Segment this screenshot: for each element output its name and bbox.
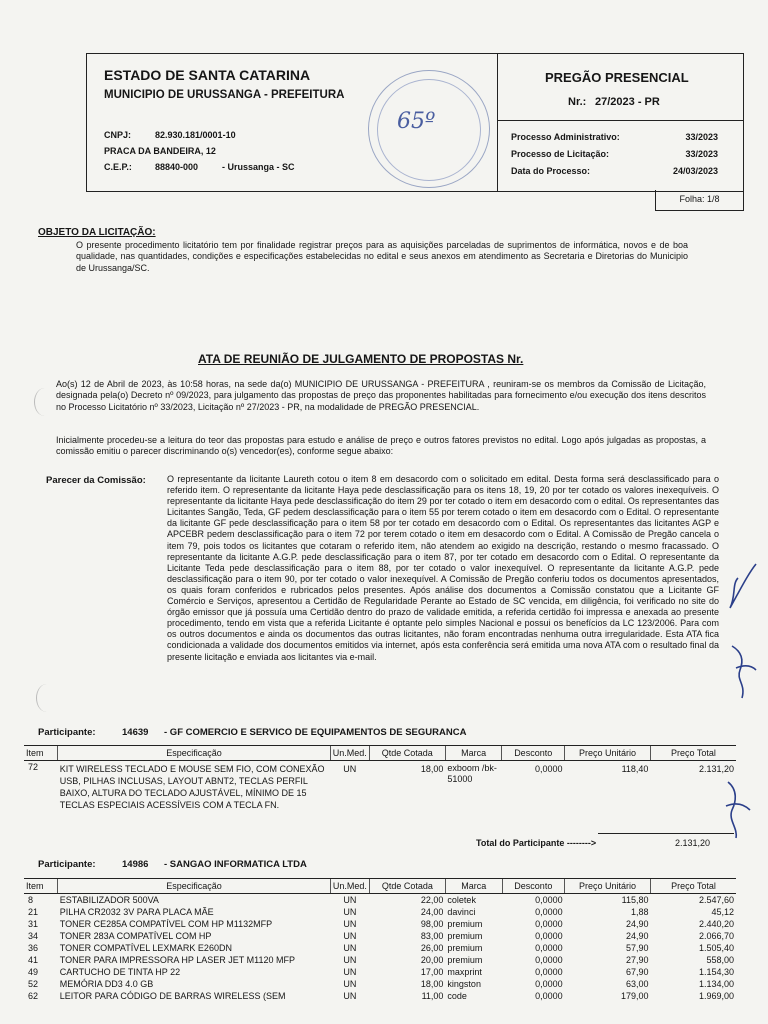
handwritten-initial-signature — [722, 560, 766, 620]
stamp-number: 65º — [397, 109, 436, 134]
data-value: 24/03/2023 — [672, 166, 718, 176]
row-item: 34 — [28, 931, 39, 941]
handwritten-initial-signature — [716, 776, 760, 842]
row-marca: code — [447, 991, 467, 1001]
row-pt: 1.969,00 — [698, 991, 734, 1001]
row-spec: KIT WIRELESS TECLADO E MOUSE SEM FIO, COM CONEXÃO USB, PILHAS INCLUSAS, LAYOUT ABNT2, TECLAS PERFIL BAIXO, ALTURA DO TECLADO AJUSTÁVEL, MÍNIMO DE 15 TECLAS ESPECIAIS ACESSÍVEIS COM A TECLA FN. — [59, 764, 325, 810]
header-right-divider — [497, 120, 743, 121]
row-spec: ESTABILIZADOR 500VA — [59, 895, 159, 905]
proc-adm-value: 33/2023 — [685, 132, 718, 142]
cep-value: 88840-000 — [155, 162, 199, 172]
participant-1-total-label: Total do Participante --------> — [476, 838, 597, 848]
row-desc: 0,0000 — [535, 919, 563, 929]
table-row — [24, 930, 736, 942]
row-marca: coletek — [447, 895, 476, 905]
row-pt: 2.440,20 — [698, 919, 734, 929]
proc-lic-label: Processo de Licitação: — [511, 149, 610, 159]
row-marca: premium — [447, 931, 483, 941]
row-desc: 0,0000 — [535, 895, 563, 905]
ata-paragraph-1: Ao(s) 12 de Abril de 2023, às 10:58 horas, na sede da(o) MUNICIPIO DE URUSSANGA - PREFEITURA , reuniram-se os membros da Comissão de Licitação, designada pela(o) Decreto nº 09/2023, para julgamento das propostas de preço das proponentes habilitadas para fornecimento e/ou execução dos itens descritos no Processo Licitatório nº 33/2023, Licitação nº 27/2023 - PR, na modalidade de PREGÃO PRESENCIAL. — [56, 379, 706, 412]
participant-1-total: 2.131,20 — [674, 838, 710, 848]
row-spec: TONER 283A COMPATÍVEL COM HP — [59, 931, 212, 941]
row-spec: MEMÓRIA DD3 4.0 GB — [59, 979, 154, 989]
table-header-row — [24, 746, 736, 761]
row-item: 8 — [28, 895, 34, 905]
row-marca: premium — [447, 919, 483, 929]
row-marca: premium — [447, 943, 483, 953]
row-un: UN — [343, 955, 357, 965]
row-pu: 27,90 — [625, 955, 649, 965]
row-un: UN — [343, 967, 357, 977]
row-pt: 558,00 — [706, 955, 734, 965]
col-item: Item — [24, 746, 58, 761]
row-desc: 0,0000 — [535, 907, 563, 917]
row-spec: TONER PARA IMPRESSORA HP LASER JET M1120 MFP — [59, 955, 295, 965]
col-un: Un.Med. — [330, 746, 369, 761]
row-un: UN — [343, 931, 357, 941]
punch-hole-mark — [34, 388, 55, 416]
row-qt: 11,00 — [421, 991, 444, 1001]
table-row — [24, 761, 736, 812]
municipality-name: MUNICIPIO DE URUSSANGA - PREFEITURA — [104, 89, 345, 101]
col-qt: Qtde Cotada — [369, 746, 445, 761]
row-pu: 179,00 — [620, 991, 649, 1001]
table-header-row — [24, 879, 736, 894]
cep-label: C.E.P.: — [104, 162, 132, 172]
row-spec: PILHA CR2032 3V PARA PLACA MÃE — [59, 907, 214, 917]
row-pu: 24,90 — [625, 931, 649, 941]
row-item: 41 — [28, 955, 39, 965]
header-divider — [497, 54, 498, 191]
row-pu: 67,90 — [625, 967, 649, 977]
row-qt: 24,00 — [420, 907, 444, 917]
col-un: Un.Med. — [330, 879, 369, 894]
participant-1-label: Participante: — [38, 727, 96, 738]
row-pt: 1.134,00 — [698, 979, 734, 989]
row-spec: CARTUCHO DE TINTA HP 22 — [59, 967, 181, 977]
objeto-title: OBJETO DA LICITAÇÃO: — [38, 227, 156, 238]
row-desc: 0,0000 — [535, 979, 563, 989]
row-pt: 1.505,40 — [698, 943, 734, 953]
page-counter: Folha: 1/8 — [655, 190, 744, 211]
participant-2-name: - SANGAO INFORMATICA LTDA — [164, 859, 307, 870]
row-qt: 22,00 — [420, 895, 444, 905]
row-desc: 0,0000 — [535, 943, 563, 953]
row-marca: maxprint — [447, 967, 482, 977]
modality-title: PREGÃO PRESENCIAL — [545, 70, 689, 85]
row-pt: 2.066,70 — [698, 931, 734, 941]
col-desc: Desconto — [502, 746, 565, 761]
row-qt: 83,00 — [420, 931, 444, 941]
row-desc: 0,0000 — [535, 967, 563, 977]
parecer-text: O representante da licitante Laureth cotou o item 8 em desacordo com o solicitado em edital. Desta forma será desclassificado para o referido item. O representante da licitante Haya pede desclassificação para os itens 18, 19, 20 por ter cotado os valores inexequíveis. O representante da licitante Haya pede desclassificação do item 29 por ter cotado o item em desacordo com o edital. Os representantes das Licitantes Sangão, Teda, GF pedem desclassificação para o item 55 por terem cotado o item em desacordo com o Edital. O representante da licitante GF pede desclassificação para o item 58 por ter cotado em desacordo com o Edital. Os representantes das licitantes AGP e APCEBR pedem desclassificação para o item 72 por terem cotado o item em desacordo com o Edital. A Comissão de Pregão cancela o item 79, pois todos os licitantes que cotaram o referido item, não atendem ao exigido na descrição, restando o mesmo fracassado. O representante da licitante A.G.P. pede desclassificação para o item 87, por ter cotado em desacordo com o Edital. O representante da Licitante Teda pede desclassificação para o item 88, por ter cotado o valor inexequível. O representante da licitante A.G.P. pede desclassificação para o item 90, por ter cotado o valor inexequível. A Comissão de Pregão conferiu todos os documentos apresentados, os quais foram conferidos e rubricados pelos presentes. Após análise dos documentos a Comissão constatou que a Licitante GF Comércio e Serviços, apresentou a Certidão de Regularidade Perante ao Estado de SC vencida, em diligência, foi verificado no site do órgão emissor que já possuía uma Certidão dentro do prazo de validade emitida, a referida certidão foi impressa e anexada ao presente procedimento, tendo em vista que a referida Licitante é optante pelo simples Nacional e possui os benefícios da LC 123/2006. Para com os outros documentos e ainda os documentos das outras licitantes, não foram encontradas nenhuma outra irregularidade. Esta ATA fica condicionada a validade dos documentos emitidos via internet, após esta conferência será emitida uma nova ATA com o resultado final da presente licitação e enviada aos licitantes via e-mail. — [167, 474, 719, 662]
row-un: UN — [343, 943, 357, 953]
row-pt: 1.154,30 — [698, 967, 734, 977]
row-marca: kingston — [447, 979, 481, 989]
participant-1-table — [24, 745, 736, 811]
table-row — [24, 978, 736, 990]
row-item: 21 — [28, 907, 39, 917]
table-row — [24, 906, 736, 918]
row-un: UN — [343, 919, 357, 929]
row-desc: 0,0000 — [535, 955, 563, 965]
col-qt: Qtde Cotada — [369, 879, 445, 894]
row-desc: 0,0000 — [534, 764, 563, 774]
table-row — [24, 990, 736, 1002]
row-qt: 26,00 — [420, 943, 444, 953]
table-row — [24, 954, 736, 966]
row-pu: 57,90 — [625, 943, 649, 953]
row-pu: 115,80 — [621, 895, 649, 905]
participant-2-label: Participante: — [38, 859, 96, 870]
row-item: 31 — [28, 919, 39, 929]
table-row — [24, 966, 736, 978]
ata-paragraph-2: Inicialmente procedeu-se a leitura do teor das propostas para estudo e análise de preço e outros fatores previstos no edital. Logo após julgadas as propostas, a comissão emitiu o parecer discriminando o(s) vencedor(es), conforme segue abaixo: — [56, 435, 706, 457]
address: PRACA DA BANDEIRA, 12 — [104, 146, 216, 156]
row-qt: 20,00 — [420, 955, 444, 965]
col-marca: Marca — [445, 746, 502, 761]
state-name: ESTADO DE SANTA CATARINA — [104, 67, 311, 83]
parecer-label: Parecer da Comissão: — [46, 475, 146, 486]
participant-1-code: 14639 — [122, 727, 149, 738]
row-item: 36 — [28, 943, 39, 953]
row-qt: 17,00 — [420, 967, 444, 977]
col-spec: Especificação — [58, 879, 331, 894]
row-pt: 2.131,20 — [698, 764, 734, 774]
row-un: UN — [343, 764, 357, 774]
row-un: UN — [343, 907, 357, 917]
row-pt: 45,12 — [711, 907, 734, 917]
row-pt: 2.547,60 — [698, 895, 734, 905]
row-spec: TONER COMPATÍVEL LEXMARK E260DN — [59, 943, 232, 953]
row-pu: 118,40 — [621, 764, 649, 774]
participant-2-code: 14986 — [122, 859, 149, 870]
col-pu: Preço Unitário — [565, 746, 651, 761]
row-desc: 0,0000 — [535, 931, 563, 941]
col-item: Item — [24, 879, 58, 894]
col-pt: Preço Total — [650, 879, 736, 894]
row-un: UN — [343, 979, 357, 989]
table-row — [24, 942, 736, 954]
col-marca: Marca — [445, 879, 502, 894]
row-marca: exboom /bk-51000 — [447, 763, 497, 784]
process-number-label: Nr.: — [568, 96, 587, 108]
row-spec: LEITOR PARA CÓDIGO DE BARRAS WIRELESS (SEM — [59, 991, 286, 1001]
total-rule — [598, 833, 734, 834]
row-marca: davinci — [447, 907, 476, 917]
row-item: 52 — [28, 979, 39, 989]
row-pu: 24,90 — [625, 919, 649, 929]
row-marca: premium — [447, 955, 483, 965]
row-item: 72 — [28, 762, 39, 772]
row-item: 62 — [28, 991, 39, 1001]
handwritten-initial-signature — [722, 640, 766, 704]
proc-lic-value: 33/2023 — [685, 149, 718, 159]
row-qt: 18,00 — [420, 764, 444, 774]
process-number: 27/2023 - PR — [595, 96, 660, 108]
row-spec: TONER CE285A COMPATÍVEL COM HP M1132MFP — [59, 919, 273, 929]
table-row — [24, 894, 736, 907]
participant-2-rows — [24, 894, 736, 1003]
row-qt: 18,00 — [420, 979, 444, 989]
punch-hole-mark — [36, 684, 57, 712]
row-pu: 1,88 — [630, 907, 649, 917]
objeto-text: O presente procedimento licitatório tem por finalidade registrar preços para as aquisições parceladas de suprimentos de informática, novos e de boa qualidade, nas quantidades, condições e especificações estabelecidas no edital e seus anexos em atendimento as Secretaria e Diretorias do Municipio de Urussanga/SC. — [76, 240, 688, 273]
col-spec: Especificação — [58, 746, 331, 761]
proc-adm-label: Processo Administrativo: — [511, 132, 620, 142]
row-pu: 63,00 — [625, 979, 649, 989]
row-item: 49 — [28, 967, 39, 977]
city: - Urussanga - SC — [222, 162, 295, 172]
table-row — [24, 918, 736, 930]
data-label: Data do Processo: — [511, 166, 591, 176]
participant-2-table — [24, 878, 736, 1002]
ata-title: ATA DE REUNIÃO DE JULGAMENTO DE PROPOSTAS Nr. — [198, 352, 524, 366]
col-desc: Desconto — [502, 879, 565, 894]
col-pt: Preço Total — [650, 746, 736, 761]
row-un: UN — [343, 991, 357, 1001]
col-pu: Preço Unitário — [565, 879, 651, 894]
cnpj-value: 82.930.181/0001-10 — [155, 130, 236, 140]
row-desc: 0,0000 — [535, 991, 563, 1001]
participant-1-name: - GF COMERCIO E SERVICO DE EQUIPAMENTOS DE SEGURANCA — [164, 727, 467, 738]
department-stamp — [368, 70, 490, 188]
cnpj-label: CNPJ: — [104, 130, 132, 140]
row-qt: 98,00 — [420, 919, 444, 929]
row-un: UN — [343, 895, 357, 905]
